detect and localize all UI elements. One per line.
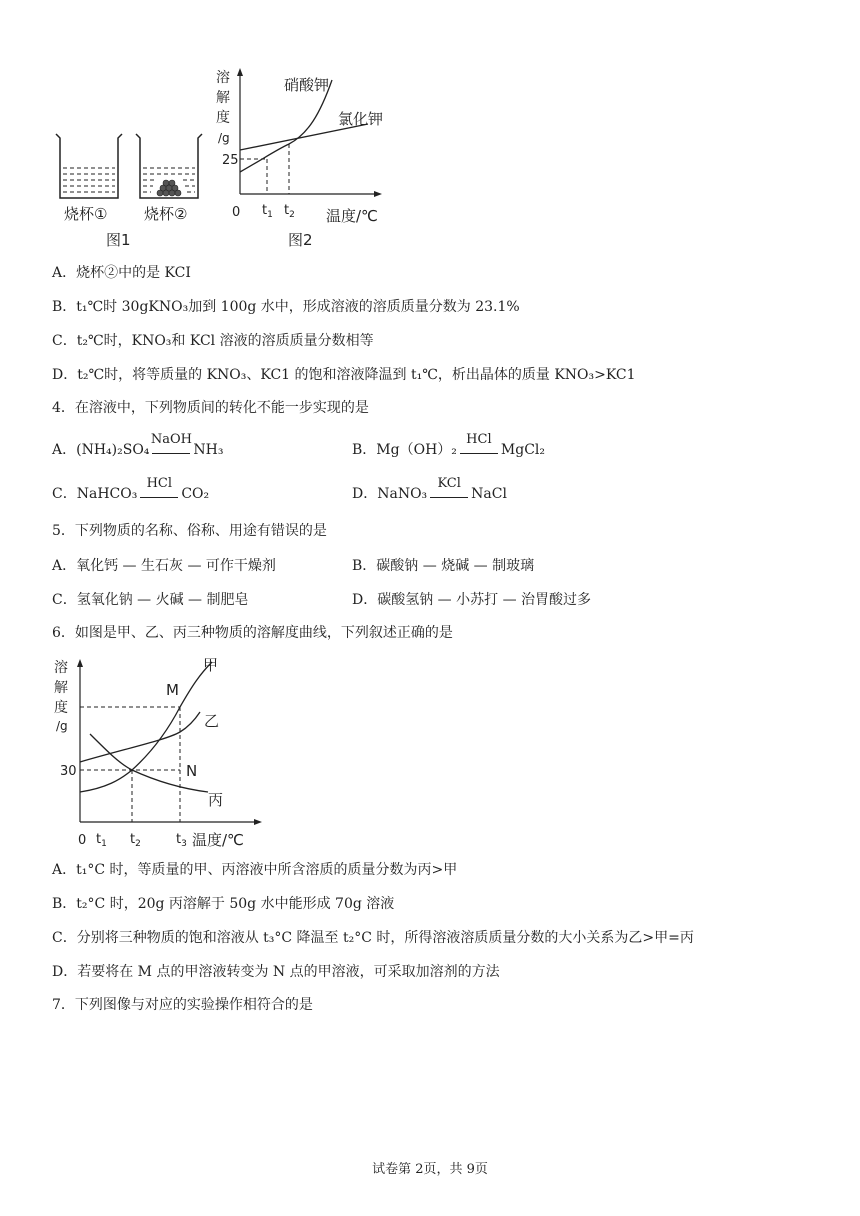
figure-2-ylabel-3: 度 bbox=[216, 110, 230, 126]
q4-a-prefix: A． bbox=[52, 442, 77, 458]
q5-option-a: A．氧化钙 — 生石灰 — 可作干燥剂 bbox=[52, 558, 276, 574]
q4-d-arrow bbox=[428, 476, 470, 498]
figure-3-guides bbox=[80, 707, 180, 822]
figure-2-caption: 图2 bbox=[288, 231, 313, 249]
curve-kcl-label: 氯化钾 bbox=[338, 110, 384, 128]
q4-a-arrow bbox=[150, 432, 192, 454]
figure-2-tick-25: 25 bbox=[222, 153, 239, 168]
q4-b-product: MgCl₂ bbox=[500, 442, 546, 458]
curve-jia-label: 甲 bbox=[203, 656, 219, 674]
figure-3-origin: 0 bbox=[78, 833, 87, 848]
q4-stem: 4．在溶液中，下列物质间的转化不能一步实现的是 bbox=[52, 400, 369, 416]
q4-a-reactant: (NH₄)₂SO₄ bbox=[76, 442, 150, 458]
point-m-label: M bbox=[166, 681, 179, 699]
figure-3-tick-t2: $t_2$ bbox=[130, 832, 141, 849]
curve-yi-label: 乙 bbox=[204, 712, 220, 730]
figure-3-xlabel: 温度/℃ bbox=[192, 831, 244, 849]
q4-b-arrow bbox=[458, 432, 500, 454]
figure-3-ylabel-3: 度 bbox=[54, 700, 68, 716]
figure-3-ylabel-1: 溶 bbox=[54, 660, 68, 676]
q4-c-prefix: C． bbox=[52, 486, 77, 502]
q4-b-reagent: HCl bbox=[466, 432, 492, 447]
figure-3-ylabel-4: /g bbox=[56, 719, 68, 733]
figure-3-tick-t1: $t_1$ bbox=[96, 832, 107, 849]
figure-3-tick-t3: $t_3$ bbox=[176, 832, 187, 849]
beaker-2-label: 烧杯② bbox=[144, 205, 188, 223]
q7-stem: 7．下列图像与对应的实验操作相符合的是 bbox=[52, 997, 313, 1013]
q4-a-reagent: NaOH bbox=[150, 432, 192, 447]
q4-option-a bbox=[52, 432, 224, 460]
beaker-1-label: 烧杯① bbox=[64, 205, 108, 223]
q4-d-reagent: KCl bbox=[437, 476, 461, 491]
curve-yi bbox=[80, 712, 200, 762]
figure-2-ylabel-2: 解 bbox=[216, 90, 230, 106]
q4-d-reactant: NaNO₃ bbox=[377, 486, 428, 502]
page-footer: 试卷第 2页，共 9页 bbox=[372, 1162, 488, 1177]
q5-option-d: D．碳酸氢钠 — 小苏打 — 治胃酸过多 bbox=[352, 592, 592, 608]
figure-2-ylabel-4: /g bbox=[218, 131, 230, 145]
curve-bing-label: 丙 bbox=[208, 791, 224, 809]
figure-1-beakers bbox=[48, 120, 208, 252]
figure-2-ylabel-1: 溶 bbox=[216, 70, 230, 86]
q4-a-product: NH₃ bbox=[193, 442, 224, 458]
figure-2-guides bbox=[240, 144, 289, 194]
beaker-1-solution bbox=[63, 168, 115, 192]
q3-option-c: C．t₂℃时，KNO₃和 KCl 溶液的溶质质量分数相等 bbox=[52, 333, 374, 349]
q4-d-prefix: D． bbox=[352, 486, 378, 502]
q5-option-b: B．碳酸钠 — 烧碱 — 制玻璃 bbox=[352, 558, 535, 574]
q4-d-product: NaCl bbox=[471, 486, 507, 502]
q3-option-b: B．t₁℃时 30gKNO₃加到 100g 水中，形成溶液的溶质质量分数为 23.1% bbox=[52, 299, 520, 315]
q4-option-b bbox=[352, 432, 546, 460]
q6-stem: 6．如图是甲、乙、丙三种物质的溶解度曲线，下列叙述正确的是 bbox=[52, 625, 453, 641]
q4-b-reactant: Mg（OH）₂ bbox=[376, 442, 457, 458]
q6-option-d: D．若要将在 M 点的甲溶液转变为 N 点的甲溶液，可采取加溶剂的方法 bbox=[52, 964, 500, 980]
q4-c-arrow bbox=[138, 476, 180, 498]
q5-stem: 5．下列物质的名称、俗称、用途有错误的是 bbox=[52, 523, 327, 539]
q4-c-product: CO₂ bbox=[181, 486, 210, 502]
q4-b-prefix: B． bbox=[352, 442, 377, 458]
figure-2-tick-t1: $t_1$ bbox=[262, 203, 273, 220]
figure-3-ylabel-2: 解 bbox=[54, 680, 68, 696]
q6-option-b: B．t₂°C 时，20g 丙溶解于 50g 水中能形成 70g 溶液 bbox=[52, 896, 395, 912]
point-n-label: N bbox=[186, 762, 198, 780]
figure-2-origin: 0 bbox=[232, 205, 241, 220]
q4-option-c bbox=[52, 476, 210, 504]
q5-option-c: C．氢氧化钠 — 火碱 — 制肥皂 bbox=[52, 592, 249, 608]
figure-2-xlabel: 温度/℃ bbox=[326, 207, 378, 225]
figure-3-tick-30: 30 bbox=[60, 764, 77, 779]
q3-option-a: A．烧杯②中的是 KCI bbox=[52, 265, 191, 281]
q4-c-reagent: HCl bbox=[146, 476, 173, 491]
q4-c-reactant: NaHCO₃ bbox=[76, 486, 138, 502]
q6-option-c: C．分别将三种物质的饱和溶液从 t₃°C 降温至 t₂°C 时，所得溶液溶质质量分数的大小关系为乙>甲=丙 bbox=[52, 930, 694, 946]
figure-2-tick-t2: $t_2$ bbox=[284, 203, 295, 220]
curve-kno3-label: 硝酸钾 bbox=[284, 76, 330, 94]
beaker-1 bbox=[56, 134, 122, 198]
q6-option-a: A．t₁°C 时，等质量的甲、丙溶液中所含溶质的质量分数为丙>甲 bbox=[52, 862, 458, 878]
q4-option-d bbox=[352, 476, 507, 504]
figure-2-solubility-chart bbox=[208, 64, 408, 254]
figure-3-solubility-chart bbox=[48, 652, 288, 854]
beaker-2-crystals bbox=[157, 180, 181, 196]
figure-1-caption: 图1 bbox=[106, 231, 131, 249]
q3-option-d: D．t₂℃时，将等质量的 KNO₃、KC1 的饱和溶液降温到 t₁℃，析出晶体的质量 KNO₃>KC1 bbox=[52, 367, 636, 383]
